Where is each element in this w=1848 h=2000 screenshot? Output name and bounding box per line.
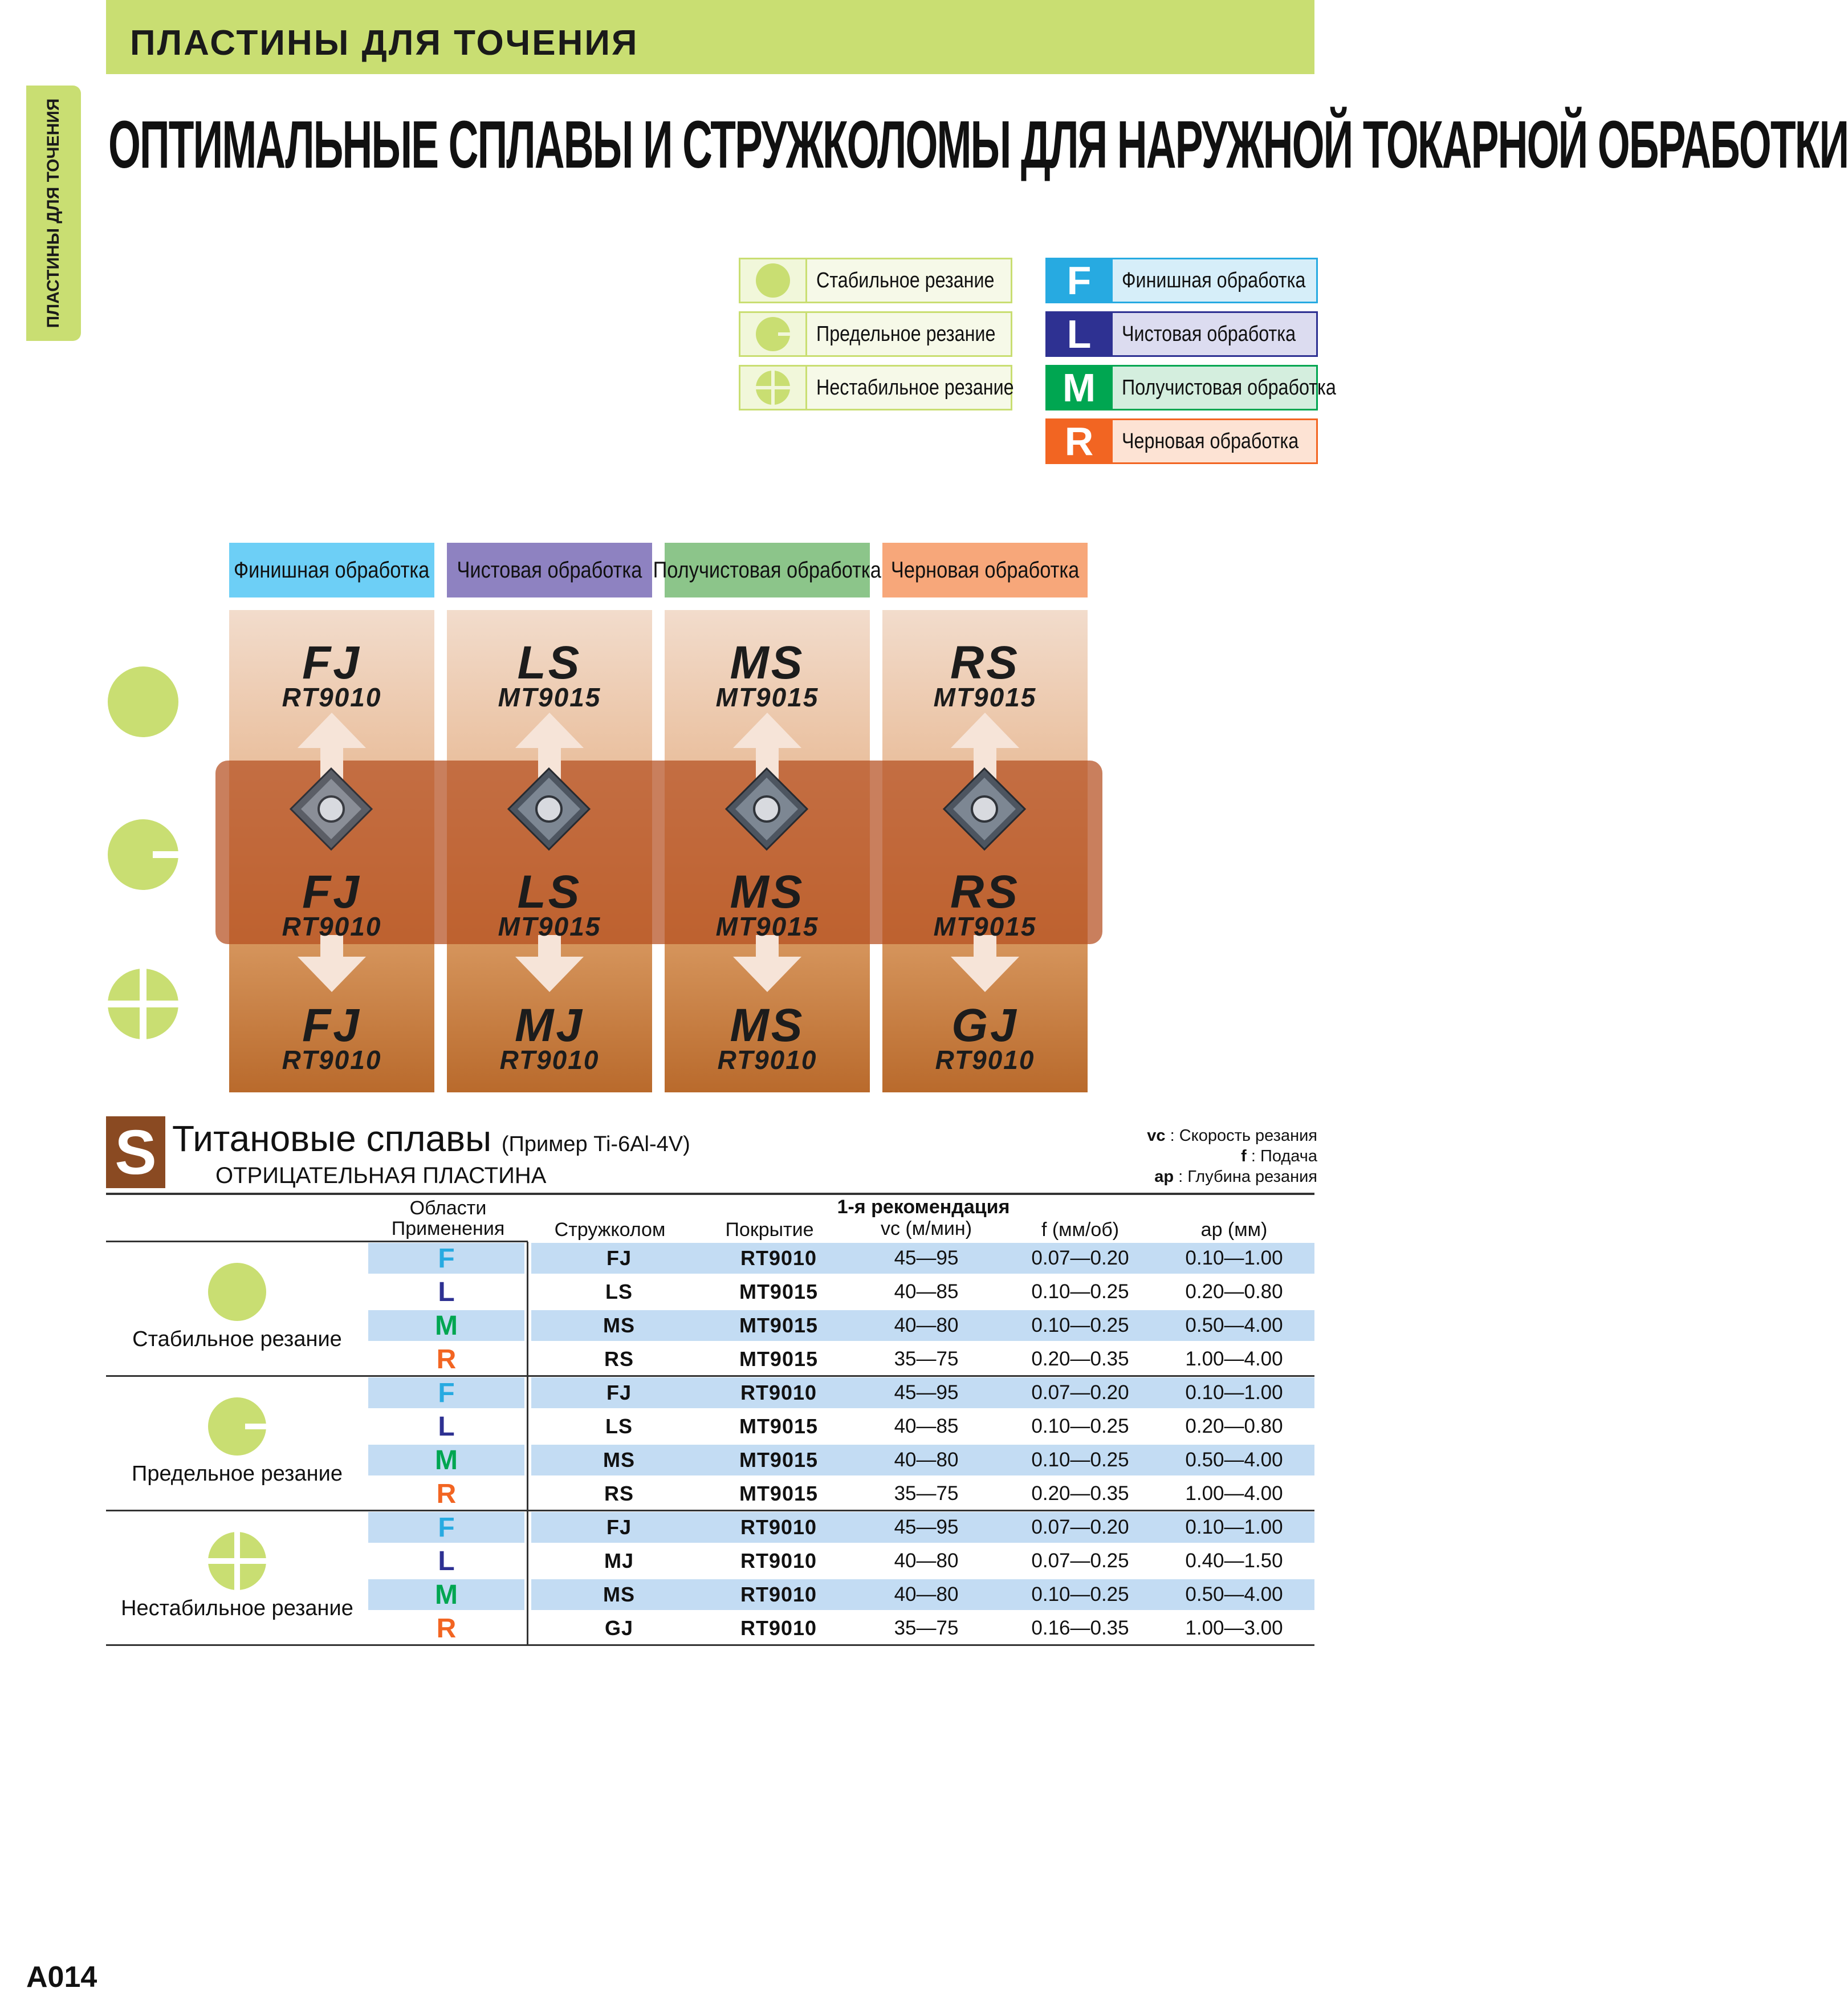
table-row xyxy=(106,1612,1314,1645)
legend-icon-box xyxy=(739,311,807,357)
chipbreaker-cell: FJ xyxy=(606,1381,632,1404)
depth-cell: 0.10—1.00 xyxy=(1185,1381,1283,1404)
condition-legend xyxy=(739,258,1012,410)
column-header-roughing: Черновая обработка xyxy=(882,543,1088,597)
type-letter: M xyxy=(435,1445,458,1475)
grade-code: MT9015 xyxy=(715,912,819,941)
chipbreaker-code: FJ xyxy=(302,999,361,1051)
table-row xyxy=(106,1410,1314,1443)
vc-cell: 40—80 xyxy=(894,1583,959,1605)
note-ap: ap : Глубина резания xyxy=(1154,1168,1317,1186)
feed-cell: 0.10—0.25 xyxy=(1031,1314,1129,1336)
legend-type-f xyxy=(1045,258,1318,303)
chipbreaker-cell: LS xyxy=(605,1280,633,1303)
vc-cell: 45—95 xyxy=(894,1247,959,1269)
section-title-text: Титановые сплавы xyxy=(172,1118,492,1159)
feed-cell: 0.07—0.25 xyxy=(1031,1550,1129,1572)
grade-code: RT9010 xyxy=(282,1045,382,1075)
chipbreaker-cell: LS xyxy=(605,1414,633,1438)
table-row xyxy=(106,1309,1314,1342)
arrow-down-icon xyxy=(733,935,801,992)
feed-cell: 0.07—0.20 xyxy=(1031,1516,1129,1538)
notched-circle-icon xyxy=(755,316,791,352)
type-letter: L xyxy=(438,1546,455,1576)
grade-code: MT9015 xyxy=(498,912,601,941)
cross-circle-icon xyxy=(755,370,791,405)
legend-letter: F xyxy=(1045,258,1113,303)
chipbreaker-cell: MS xyxy=(603,1314,635,1337)
feed-cell: 0.16—0.35 xyxy=(1031,1617,1129,1639)
legend-stable xyxy=(739,258,1012,303)
type-letter: R xyxy=(436,1344,457,1375)
column-separator xyxy=(527,1376,528,1510)
vc-cell: 45—95 xyxy=(894,1516,959,1538)
feed-cell: 0.07—0.20 xyxy=(1031,1381,1129,1404)
section-example: (Пример Ti-6Al-4V) xyxy=(501,1132,690,1156)
legend-type-label: Черновая обработка xyxy=(1113,418,1318,464)
vc-cell: 45—95 xyxy=(894,1381,959,1404)
legend-type-label: Получистовая обработка xyxy=(1113,365,1318,410)
chipbreaker-code: MJ xyxy=(515,999,584,1051)
legend-type-l xyxy=(1045,311,1318,357)
chipbreaker-cell: MJ xyxy=(604,1549,634,1572)
chipbreaker-code: GJ xyxy=(951,999,1019,1051)
insert-image-ms xyxy=(724,766,809,852)
depth-cell: 1.00—3.00 xyxy=(1185,1617,1283,1639)
grade-cell: MT9015 xyxy=(739,1314,819,1337)
legend-letter: M xyxy=(1045,365,1113,410)
feed-cell: 0.20—0.35 xyxy=(1031,1348,1129,1370)
legend-type-r xyxy=(1045,418,1318,464)
grade-cell: RT9010 xyxy=(740,1515,817,1539)
type-letter: F xyxy=(438,1377,455,1408)
chipbreaker-cell: GJ xyxy=(604,1616,634,1640)
legend-icon-box xyxy=(739,258,807,303)
grade-cell: MT9015 xyxy=(739,1280,819,1303)
chipbreaker-cell: RS xyxy=(604,1482,634,1505)
type-letter: R xyxy=(436,1613,457,1644)
column-separator xyxy=(527,1242,528,1375)
side-tab-label: ПЛАСТИНЫ ДЛЯ ТОЧЕНИЯ xyxy=(44,98,63,328)
legend-letter: L xyxy=(1045,311,1113,357)
grade-cell: MT9015 xyxy=(739,1414,819,1438)
insert-image-fj xyxy=(288,766,374,852)
legend-label: Стабильное резание xyxy=(807,258,1012,303)
insert-image-ls xyxy=(506,766,592,852)
chipbreaker-code: RS xyxy=(950,866,1020,918)
legend-type-label: Чистовая обработка xyxy=(1113,311,1318,357)
legend-label: Нестабильное резание xyxy=(807,365,1012,410)
legend-type-m xyxy=(1045,365,1336,410)
vc-cell: 40—80 xyxy=(894,1550,959,1572)
header-area-line1: Области xyxy=(409,1197,487,1219)
table-row xyxy=(106,1477,1314,1510)
vc-cell: 40—85 xyxy=(894,1281,959,1303)
section-title xyxy=(172,1117,690,1160)
chipbreaker-cell: MS xyxy=(603,1448,635,1471)
chipbreaker-cell: RS xyxy=(604,1347,634,1371)
legend-type-label: Финишная обработка xyxy=(1113,258,1318,303)
chipbreaker-code: FJ xyxy=(302,637,361,689)
grade-code: MT9015 xyxy=(715,682,819,712)
chipbreaker-code: MS xyxy=(730,866,805,918)
grade-code: MT9015 xyxy=(933,912,1037,941)
header-chipbreaker: Стружколом xyxy=(554,1219,666,1241)
table-row xyxy=(106,1376,1314,1409)
group-label: Предельное резание xyxy=(132,1462,343,1486)
table-top-rule xyxy=(106,1193,1314,1195)
type-letter: L xyxy=(438,1411,455,1442)
type-legend xyxy=(1045,258,1336,464)
header-coating: Покрытие xyxy=(725,1219,814,1241)
column-header-finishing: Финишная обработка xyxy=(229,543,434,597)
chipbreaker-code: MS xyxy=(730,999,805,1051)
vc-cell: 35—75 xyxy=(894,1617,959,1639)
group-label: Нестабильное резание xyxy=(121,1596,353,1620)
insert-image-rs xyxy=(942,766,1027,852)
feed-cell: 0.20—0.35 xyxy=(1031,1482,1129,1505)
grade-cell: RT9010 xyxy=(740,1381,817,1404)
table-row xyxy=(106,1578,1314,1611)
feed-cell: 0.10—0.25 xyxy=(1031,1281,1129,1303)
feed-cell: 0.07—0.20 xyxy=(1031,1247,1129,1269)
grade-cell: RT9010 xyxy=(740,1616,817,1640)
depth-cell: 0.20—0.80 xyxy=(1185,1415,1283,1437)
group-label: Стабильное резание xyxy=(132,1327,342,1351)
column-header-fine: Чистовая обработка xyxy=(447,543,652,597)
feed-cell: 0.10—0.25 xyxy=(1031,1415,1129,1437)
vc-cell: 40—85 xyxy=(894,1415,959,1437)
grade-cell: RT9010 xyxy=(740,1583,817,1606)
grade-cell: MT9015 xyxy=(739,1347,819,1371)
grade-cell: MT9015 xyxy=(739,1448,819,1471)
column-header-medium: Получистовая обработка xyxy=(665,543,870,597)
full-circle-icon xyxy=(107,666,179,738)
header-recommendation: 1-я рекомендация xyxy=(837,1196,1010,1218)
feed-cell: 0.10—0.25 xyxy=(1031,1449,1129,1471)
grade-code: RT9010 xyxy=(282,682,382,712)
depth-cell: 0.40—1.50 xyxy=(1185,1550,1283,1572)
side-tab xyxy=(26,86,81,341)
type-letter: R xyxy=(436,1478,457,1509)
note-f: f : Подача xyxy=(1241,1147,1317,1165)
arrow-down-icon xyxy=(951,935,1019,992)
depth-cell: 0.20—0.80 xyxy=(1185,1281,1283,1303)
grade-code: RT9010 xyxy=(282,912,382,941)
grade-cell: RT9010 xyxy=(740,1246,817,1270)
table-row xyxy=(106,1275,1314,1308)
chipbreaker-cell: MS xyxy=(603,1583,635,1606)
legend-label: Предельное резание xyxy=(807,311,1012,357)
depth-cell: 0.50—4.00 xyxy=(1185,1314,1283,1336)
grade-code: RT9010 xyxy=(717,1045,817,1075)
grade-cell: MT9015 xyxy=(739,1482,819,1505)
chipbreaker-code: LS xyxy=(517,866,582,918)
table-row xyxy=(106,1343,1314,1376)
page-title: ОПТИМАЛЬНЫЕ СПЛАВЫ И СТРУЖКОЛОМЫ ДЛЯ НАРУЖНОЙ ТОКАРНОЙ ОБРАБОТКИ xyxy=(108,107,1848,182)
table-row xyxy=(106,1444,1314,1477)
vc-cell: 35—75 xyxy=(894,1482,959,1505)
header-area-line2: Применения xyxy=(391,1218,505,1239)
type-letter: M xyxy=(435,1579,458,1610)
header-ap: ap (мм) xyxy=(1200,1219,1268,1241)
header-vc: vc (м/мин) xyxy=(880,1218,972,1239)
table-row xyxy=(106,1544,1314,1578)
grade-code: RT9010 xyxy=(935,1045,1035,1075)
vc-cell: 35—75 xyxy=(894,1348,959,1370)
depth-cell: 0.50—4.00 xyxy=(1185,1449,1283,1471)
grade-code: MT9015 xyxy=(498,682,601,712)
legend-icon-box xyxy=(739,365,807,410)
feed-cell: 0.10—0.25 xyxy=(1031,1583,1129,1605)
type-letter: M xyxy=(435,1310,458,1341)
arrow-down-icon xyxy=(298,935,366,992)
full-circle-icon xyxy=(755,263,791,298)
section-subtitle: ОТРИЦАТЕЛЬНАЯ ПЛАСТИНА xyxy=(215,1163,547,1188)
grade-code: RT9010 xyxy=(499,1045,600,1075)
notched-circle-icon xyxy=(107,819,179,891)
arrow-down-icon xyxy=(515,935,584,992)
type-letter: F xyxy=(438,1512,455,1543)
type-letter: F xyxy=(438,1243,455,1274)
chipbreaker-cell: FJ xyxy=(606,1515,632,1539)
table-row xyxy=(106,1242,1314,1275)
legend-unstable xyxy=(739,365,1012,410)
depth-cell: 0.50—4.00 xyxy=(1185,1583,1283,1605)
grade-cell: RT9010 xyxy=(740,1549,817,1572)
table-row xyxy=(106,1511,1314,1544)
header-band xyxy=(106,0,1314,74)
depth-cell: 0.10—1.00 xyxy=(1185,1516,1283,1538)
table-bottom-rule xyxy=(106,1644,1314,1646)
depth-cell: 0.10—1.00 xyxy=(1185,1247,1283,1269)
column-separator xyxy=(527,1511,528,1644)
vc-cell: 40—80 xyxy=(894,1314,959,1336)
grade-code: MT9015 xyxy=(933,682,1037,712)
type-letter: L xyxy=(438,1277,455,1307)
material-badge: S xyxy=(106,1116,165,1188)
depth-cell: 1.00—4.00 xyxy=(1185,1482,1283,1505)
vc-cell: 40—80 xyxy=(894,1449,959,1471)
chipbreaker-code: MS xyxy=(730,637,805,689)
page-number: A014 xyxy=(26,1961,97,1994)
group-divider xyxy=(528,1375,1314,1377)
group-divider xyxy=(528,1510,1314,1511)
legend-letter: R xyxy=(1045,418,1113,464)
depth-cell: 1.00—4.00 xyxy=(1185,1348,1283,1370)
cross-circle-icon xyxy=(107,968,179,1040)
header-title: ПЛАСТИНЫ ДЛЯ ТОЧЕНИЯ xyxy=(130,23,639,63)
legend-limit xyxy=(739,311,1012,357)
chipbreaker-cell: FJ xyxy=(606,1246,632,1270)
header-f: f (мм/об) xyxy=(1041,1219,1120,1241)
chipbreaker-code: RS xyxy=(950,637,1020,689)
chipbreaker-code: LS xyxy=(517,637,582,689)
note-vc: vc : Скорость резания xyxy=(1147,1127,1317,1145)
chipbreaker-code: FJ xyxy=(302,866,361,918)
arrows-layer xyxy=(229,713,1088,998)
